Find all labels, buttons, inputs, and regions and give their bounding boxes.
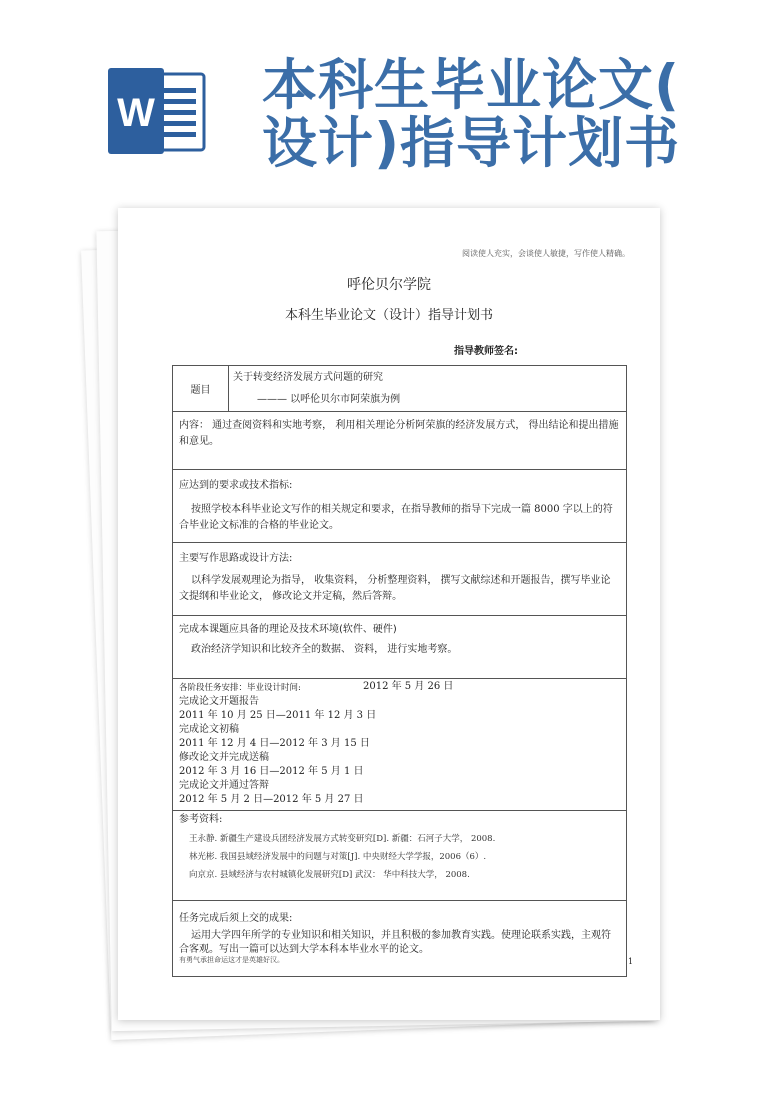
- word-document-icon: [108, 68, 206, 154]
- schedule-item: 2011 年 10 月 25 日—2011 年 12 月 3 日: [179, 710, 377, 721]
- content-row: [173, 412, 626, 470]
- topic-label: 题目: [173, 366, 229, 411]
- signature-label: 指导教师签名:: [454, 346, 518, 357]
- reference-item: 王永静. 新疆生产建设兵团经济发展方式转变研究[D]. 新疆：石河子大学， 2008.: [189, 834, 496, 844]
- environment-label: 完成本课题应具备的理论及技术环境(软件、硬件): [179, 624, 397, 635]
- banner-title-line1: 本科生毕业论文(: [262, 53, 681, 117]
- schedule-label: 各阶段任务安排：毕业设计时间:: [179, 683, 301, 693]
- page-number: 1: [628, 957, 634, 966]
- schedule-item: 2011 年 12 月 4 日—2012 年 3 月 15 日: [179, 738, 370, 749]
- banner-title: [262, 53, 762, 175]
- references-row: [173, 811, 626, 901]
- topic-row: [173, 366, 626, 412]
- content-text: 内容： 通过查阅资料和实地考察， 利用相关理论分析阿荣旗的经济发展方式， 得出结论和提出措施和意见。: [179, 420, 619, 447]
- approach-label: 主要写作思路或设计方法:: [179, 553, 293, 564]
- requirements-label: 应达到的要求或技术指标:: [179, 480, 293, 491]
- document-page: [118, 208, 660, 1020]
- schedule-item: 完成论文并通过答辩: [179, 780, 269, 791]
- reference-item: 向京京. 县域经济与农村城镇化发展研究[D] 武汉： 华中科技大学， 2008.: [189, 870, 470, 880]
- logo-letter: W: [117, 91, 155, 135]
- schedule-item: 完成论文开题报告: [179, 696, 259, 707]
- topic-subtitle: ——— 以呼伦贝尔市阿荣旗为例: [257, 394, 401, 405]
- approach-text: 以科学发展观理论为指导， 收集资料， 分析整理资料， 撰写文献综述和开题报告，撰写毕业论文提纲和毕业论文， 修改论文并定稿，然后答辩。: [179, 575, 611, 602]
- schedule-date: 2012 年 5 月 26 日: [363, 681, 454, 692]
- schedule-item: 完成论文初稿: [179, 724, 239, 735]
- plan-form-table: [172, 365, 627, 977]
- motto-bottom: 有勇气承担命运这才是英雄好汉。: [179, 956, 284, 964]
- environment-text: 政治经济学知识和比较齐全的数据、 资料， 进行实地考察。: [191, 644, 458, 655]
- requirements-text: 按照学校本科毕业论文写作的相关规定和要求，在指导教师的指导下完成一篇 8000 字以上的符合毕业论文标准的合格的毕业论文。: [179, 504, 613, 531]
- approach-row: [173, 543, 626, 616]
- schedule-item: 2012 年 3 月 16 日—2012 年 5 月 1 日: [179, 766, 364, 777]
- deliverables-text: 运用大学四年所学的专业知识和相关知识，并且积极的参加教育实践。使理论联系实践，主观符合客观。写出一篇可以达到大学本科本毕业水平的论文。: [179, 930, 611, 955]
- motto-top: 阅读使人充实，会谈使人敏捷，写作使人精确。: [462, 249, 630, 258]
- references-label: 参考资料:: [179, 814, 223, 825]
- requirements-row: [173, 470, 626, 543]
- topic-title: 关于转变经济发展方式问题的研究: [233, 372, 383, 383]
- schedule-row: [173, 679, 626, 811]
- schedule-item: 修改论文并完成送稿: [179, 752, 269, 763]
- deliverables-row: [173, 901, 626, 978]
- deliverables-label: 任务完成后须上交的成果:: [179, 913, 293, 924]
- schedule-item: 2012 年 5 月 2 日—2012 年 5 月 27 日: [179, 794, 364, 805]
- school-name: 呼伦贝尔学院: [347, 277, 431, 293]
- banner-title-line2: 设计)指导计划书: [262, 111, 681, 175]
- environment-row: [173, 616, 626, 679]
- reference-item: 林光彬. 我国县域经济发展中的问题与对策[J]. 中央财经大学学报，2006（6）.: [189, 852, 487, 862]
- document-title: 本科生毕业论文（设计）指导计划书: [284, 308, 493, 323]
